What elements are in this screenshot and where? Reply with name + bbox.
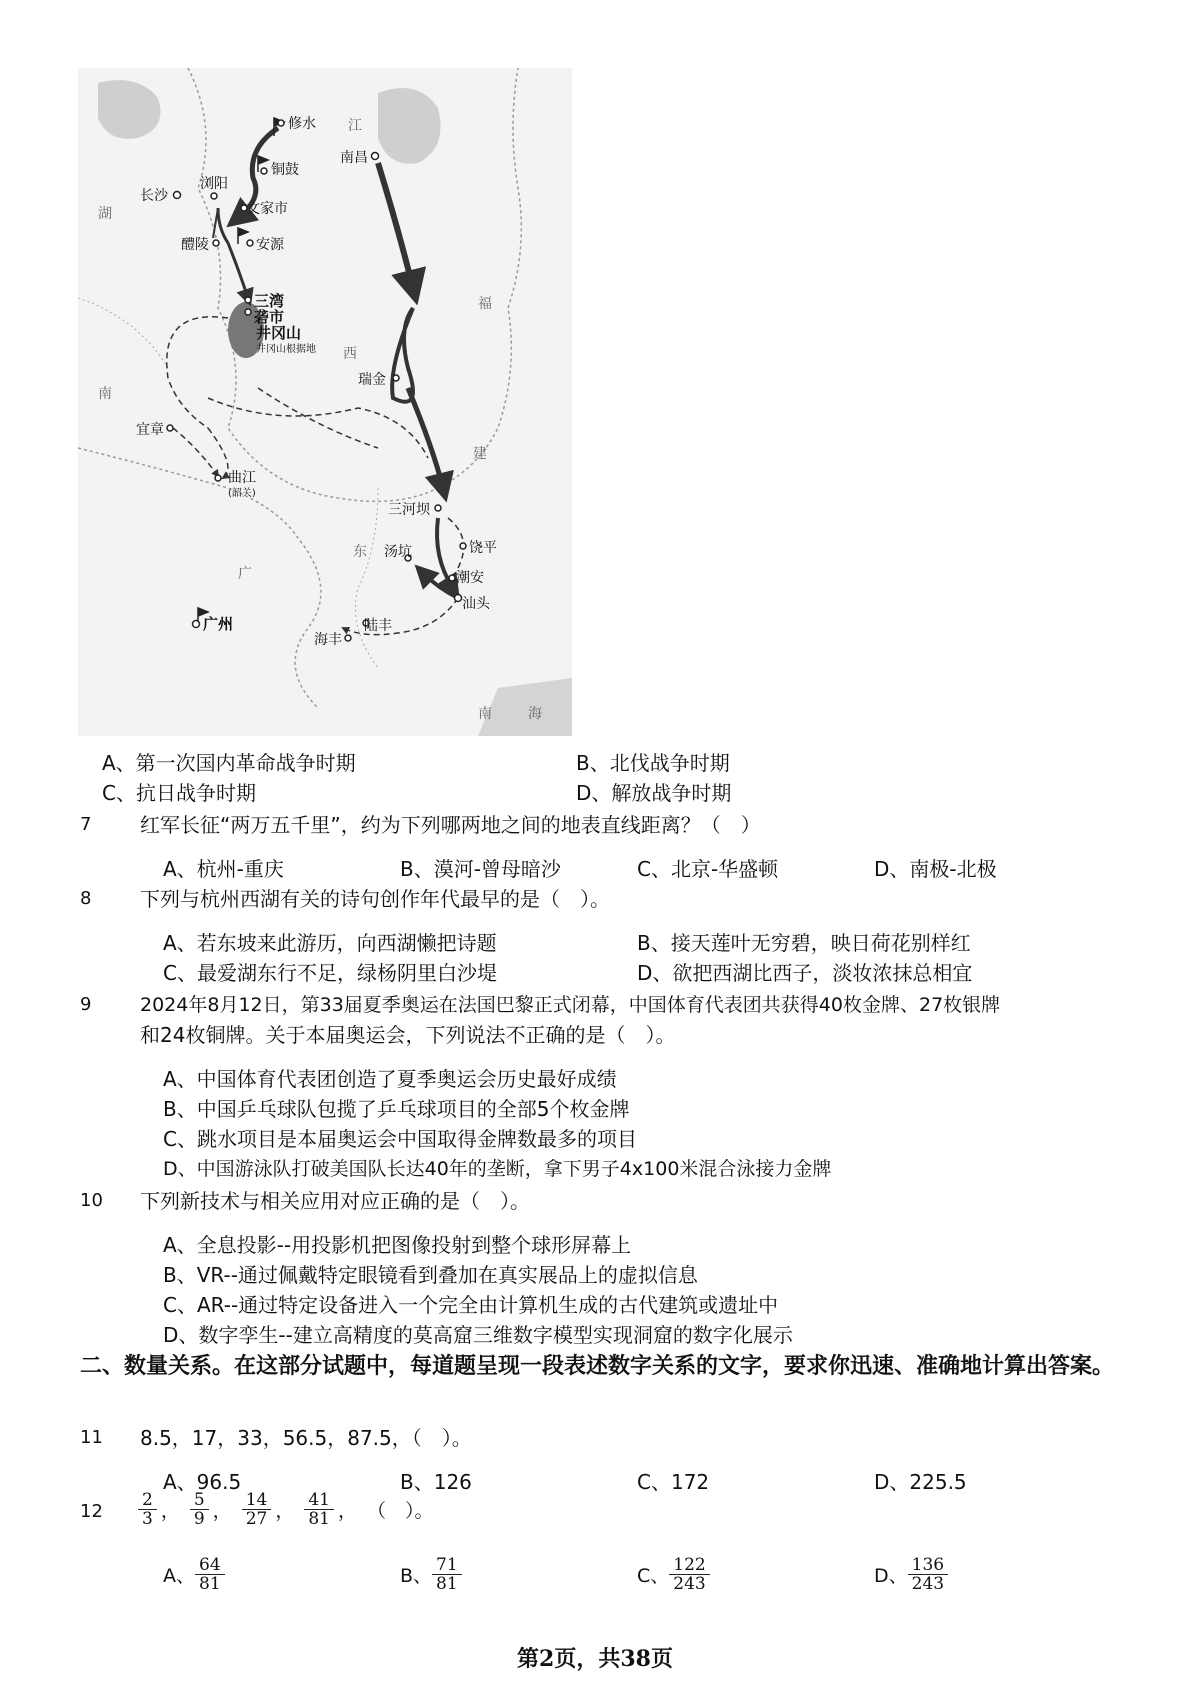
separator: ， — [337, 1500, 357, 1522]
page-footer: 第2页，共38页 — [517, 1646, 673, 1672]
map-region-label: 福 — [478, 296, 492, 312]
question-number: 9 — [80, 994, 92, 1015]
map-city-label: 文家市 — [246, 201, 288, 217]
q7-option-d[interactable]: D、南极-北极 — [874, 857, 997, 881]
q8-option-c[interactable]: C、最爱湖东行不足，绿杨阴里白沙堤 — [163, 961, 497, 985]
q10-option-a[interactable]: A、全息投影--用投影机把图像投射到整个球形屏幕上 — [163, 1233, 632, 1257]
q8-option-b[interactable]: B、接天莲叶无穷碧，映日荷花别样红 — [637, 931, 971, 955]
question-text: 红军长征“两万五千里”，约为下列哪两地之间的地表直线距离？（ ） — [140, 813, 761, 837]
separator: ， — [275, 1500, 295, 1522]
map-region-label: 江 — [348, 118, 362, 134]
fraction: $\frac{14}{27}$ — [244, 1491, 270, 1528]
q12-option-c[interactable] — [637, 1556, 710, 1593]
answer-blank: （ ）。 — [367, 1500, 434, 1522]
map-city-label: 井冈山根据地 — [256, 344, 316, 355]
section-heading: 二、数量关系。在这部分试题中，每道题呈现一段表述数字关系的文字，要求你迅速、准确地计算出答案。 — [80, 1354, 1115, 1379]
q12-option-a[interactable] — [163, 1556, 225, 1593]
q12-sequence — [138, 1491, 434, 1528]
map-city-label: 曲江 — [228, 470, 256, 486]
map-region-label: 东 — [353, 544, 367, 560]
question-text-line2: 和24枚铜牌。关于本届奥运会，下列说法不正确的是（ ）。 — [140, 1023, 676, 1047]
separator: ， — [160, 1500, 180, 1522]
map-city-label: 长沙 — [140, 188, 168, 204]
map-city-label: 瑞金 — [358, 372, 386, 388]
map-city-label: 广州 — [203, 615, 234, 633]
q11-option-b[interactable]: B、126 — [400, 1470, 472, 1494]
map-city-label: 潮安 — [456, 570, 484, 586]
option-label: D、 — [874, 1565, 908, 1587]
fraction: $\frac{71}{81}$ — [434, 1556, 460, 1593]
map-city-label: 陆丰 — [364, 618, 392, 634]
question-number: 10 — [80, 1190, 103, 1211]
map-city-label: 宜章 — [136, 422, 164, 438]
map-city-label: 汕头 — [462, 596, 490, 612]
map-city-label: 海丰 — [314, 632, 342, 648]
map-city-label: 铜鼓 — [271, 162, 299, 178]
q6-option-c[interactable]: C、抗日战争时期 — [102, 781, 256, 805]
option-label: C、 — [637, 1565, 670, 1587]
map-city-label: 南昌 — [340, 150, 368, 166]
map-region-label: 南 — [98, 386, 112, 402]
q8-option-a[interactable]: A、若东坡来此游历，向西湖懒把诗题 — [163, 931, 497, 955]
map-city-label: 三河坝 — [388, 502, 430, 518]
q6-option-a[interactable]: A、第一次国内革命战争时期 — [102, 751, 356, 775]
historical-route-map — [78, 68, 572, 736]
map-region-label: 南 — [478, 706, 492, 722]
q7-option-b[interactable]: B、漠河-曾母暗沙 — [400, 857, 561, 881]
map-city-label: 修水 — [288, 116, 316, 132]
fraction: $\frac{2}{3}$ — [140, 1491, 155, 1528]
q8-option-d[interactable]: D、欲把西湖比西子，淡妆浓抹总相宜 — [637, 961, 973, 985]
question-number: 11 — [80, 1427, 103, 1448]
map-city-label: 砻市 — [254, 308, 285, 326]
question-text-line1: 2024年8月12日，第33届夏季奥运在法国巴黎正式闭幕，中国体育代表团共获得40枚金牌、27枚银牌 — [140, 994, 1001, 1016]
q9-option-d[interactable]: D、中国游泳队打破美国队长达40年的垄断，拿下男子4x100米混合泳接力金牌 — [163, 1158, 832, 1180]
option-label: B、 — [400, 1565, 433, 1587]
q10-option-d[interactable]: D、数字孪生--建立高精度的莫高窟三维数字模型实现洞窟的数字化展示 — [163, 1323, 793, 1347]
q12-option-b[interactable] — [400, 1556, 462, 1593]
map-city-label: 浏阳 — [200, 176, 228, 192]
question-text: 8.5，17，33，56.5，87.5，（ ）。 — [140, 1426, 472, 1450]
fraction: $\frac{5}{9}$ — [192, 1491, 207, 1528]
map-region-label: 广 — [238, 566, 252, 582]
map-city-label: 井冈山 — [256, 324, 302, 342]
q10-option-c[interactable]: C、AR--通过特定设备进入一个完全由计算机生成的古代建筑或遗址中 — [163, 1293, 779, 1317]
map-city-label: 饶平 — [469, 540, 497, 556]
fraction: $\frac{41}{81}$ — [306, 1491, 332, 1528]
fraction: $\frac{122}{243}$ — [671, 1556, 707, 1593]
q11-option-c[interactable]: C、172 — [637, 1470, 710, 1494]
q7-option-c[interactable]: C、北京-华盛顿 — [637, 857, 779, 881]
map-region-label: 建 — [473, 446, 487, 462]
map-city-label: 汤坑 — [384, 544, 412, 560]
q9-option-a[interactable]: A、中国体育代表团创造了夏季奥运会历史最好成绩 — [163, 1067, 617, 1091]
map-region-label: 湖 — [98, 206, 112, 222]
map-city-label: 三湾 — [254, 292, 285, 310]
map-city-label: 安源 — [256, 237, 284, 253]
map-region-label: 海 — [528, 706, 542, 722]
map-city-label: 醴陵 — [181, 237, 209, 253]
question-text: 下列与杭州西湖有关的诗句创作年代最早的是（ ）。 — [140, 887, 610, 911]
question-text: 下列新技术与相关应用对应正确的是（ ）。 — [140, 1189, 530, 1213]
q9-option-c[interactable]: C、跳水项目是本届奥运会中国取得金牌数最多的项目 — [163, 1127, 637, 1151]
question-number: 12 — [80, 1501, 103, 1522]
q11-option-d[interactable]: D、225.5 — [874, 1470, 967, 1494]
option-label: A、 — [163, 1565, 195, 1587]
question-number: 7 — [80, 814, 92, 835]
q11-option-a[interactable]: A、96.5 — [163, 1470, 242, 1494]
fraction: $\frac{64}{81}$ — [197, 1556, 223, 1593]
fraction: $\frac{136}{243}$ — [910, 1556, 946, 1593]
q12-option-d[interactable] — [874, 1556, 948, 1593]
q7-option-a[interactable]: A、杭州-重庆 — [163, 857, 284, 881]
q6-option-b[interactable]: B、北伐战争时期 — [576, 751, 730, 775]
question-number: 8 — [80, 888, 92, 909]
map-region-label: 西 — [343, 346, 357, 362]
q6-option-d[interactable]: D、解放战争时期 — [576, 781, 732, 805]
separator: ， — [212, 1500, 232, 1522]
q10-option-b[interactable]: B、VR--通过佩戴特定眼镜看到叠加在真实展品上的虚拟信息 — [163, 1263, 698, 1287]
q9-option-b[interactable]: B、中国乒乓球队包揽了乒乓球项目的全部5个枚金牌 — [163, 1097, 630, 1121]
map-city-label: (韶关) — [228, 488, 256, 499]
